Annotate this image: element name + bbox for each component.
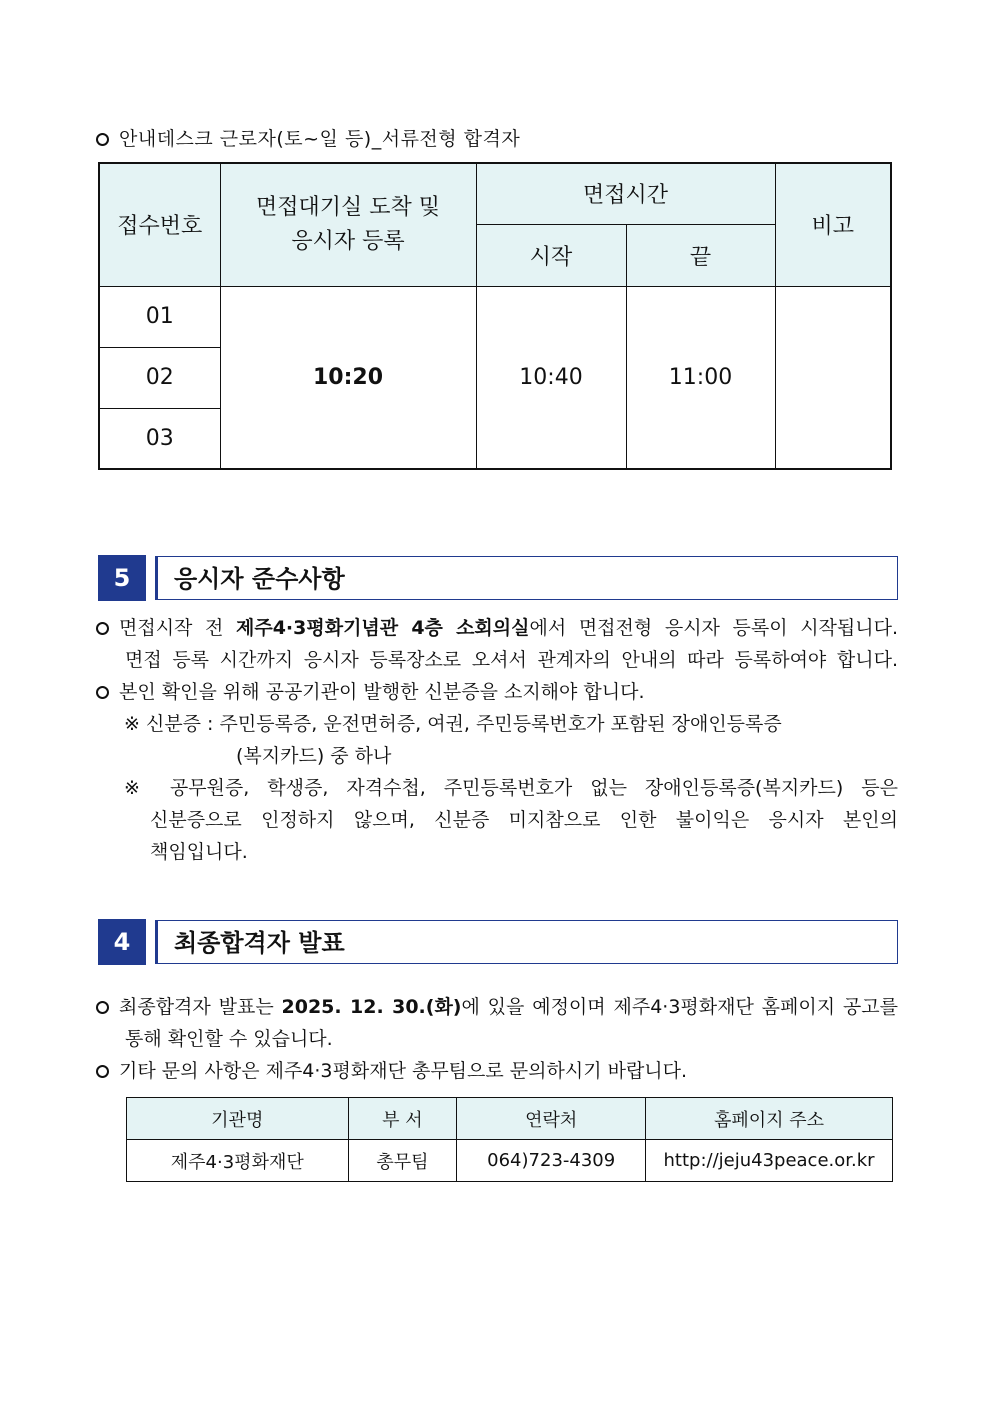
receipt-number-cell: 02 — [99, 347, 220, 408]
department-cell: 총무팀 — [348, 1140, 457, 1182]
arrival-time-cell: 10:20 — [220, 286, 476, 469]
circle-bullet-icon — [96, 686, 109, 699]
venue-highlight: 제주4·3평화기념관 4층 소회의실 — [236, 617, 530, 639]
circle-bullet-icon — [96, 1001, 109, 1014]
section-5-bullet-1: 면접시작 전 제주4·3평화기념관 4층 소회의실에서 면접전형 응시자 등록이 시작됩니다. — [96, 612, 898, 644]
section-4-bullet-2: 기타 문의 사항은 제주4·3평화재단 총무팀으로 문의하시기 바랍니다. — [96, 1055, 898, 1087]
receipt-number-cell: 03 — [99, 408, 220, 469]
circle-bullet-icon — [96, 1065, 109, 1078]
section-4-bullet-1-cont: 통해 확인할 수 있습니다. — [125, 1028, 333, 1050]
section-4-number: 4 — [98, 919, 146, 965]
header-end: 끝 — [626, 224, 775, 286]
subsection-title: 안내데스크 근로자(토~일 등)_서류전형 합격자 — [119, 128, 521, 150]
header-receipt-number: 접수번호 — [99, 163, 220, 286]
invalid-id-note-line-2: 신분증으로 인정하지 않으며, 신분증 미지참으로 인한 불이익은 응시자 본인의 — [150, 809, 898, 831]
header-department: 부 서 — [348, 1098, 457, 1140]
homepage-link[interactable]: http://jeju43peace.or.kr — [646, 1140, 893, 1182]
receipt-number-cell: 01 — [99, 286, 220, 347]
section-4-title: 최종합격자 발표 — [155, 920, 898, 964]
section-5-bullet-1-cont: 면접 등록 시간까지 응시자 등록장소로 오셔서 관계자의 안내의 따라 등록하여야 합니다. — [125, 649, 898, 671]
start-time-cell: 10:40 — [476, 286, 626, 469]
id-note-line-2: (복지카드) 중 하나 — [236, 745, 392, 767]
header-interview-time: 면접시간 — [476, 163, 775, 224]
organization-cell: 제주4·3평화재단 — [127, 1140, 349, 1182]
section-4-bullet-1: 최종합격자 발표는 2025. 12. 30.(화)에 있을 예정이며 제주4·3평화재단 홈페이지 공고를 — [96, 991, 898, 1023]
end-time-cell: 11:00 — [626, 286, 775, 469]
section-5-number: 5 — [98, 555, 146, 601]
note-cell — [775, 286, 891, 469]
contact-table — [126, 1097, 893, 1182]
invalid-id-note-line-3: 책임입니다. — [150, 841, 248, 863]
announcement-date: 2025. 12. 30.(화) — [281, 996, 462, 1018]
section-5-bullet-2: 본인 확인을 위해 공공기관이 발행한 신분증을 소지해야 합니다. — [96, 676, 898, 708]
header-homepage: 홈페이지 주소 — [646, 1098, 893, 1140]
phone-cell: 064)723-4309 — [457, 1140, 646, 1182]
invalid-id-note-line-1: ※ 공무원증, 학생증, 자격수첩, 주민등록번호가 없는 장애인등록증(복지카드) 등은 — [124, 777, 898, 799]
schedule-table — [98, 162, 892, 470]
id-note-line-1: ※ 신분증 : 주민등록증, 운전면허증, 여권, 주민등록번호가 포함된 장애인등록증 — [124, 713, 782, 735]
subsection-heading — [96, 124, 520, 151]
header-start: 시작 — [476, 224, 626, 286]
header-note: 비고 — [775, 163, 891, 286]
header-arrival: 면접대기실 도착 및 응시자 등록 — [220, 163, 476, 286]
circle-bullet-icon — [96, 133, 109, 146]
section-5-title: 응시자 준수사항 — [155, 556, 898, 600]
header-contact: 연락처 — [457, 1098, 646, 1140]
header-organization: 기관명 — [127, 1098, 349, 1140]
circle-bullet-icon — [96, 622, 109, 635]
